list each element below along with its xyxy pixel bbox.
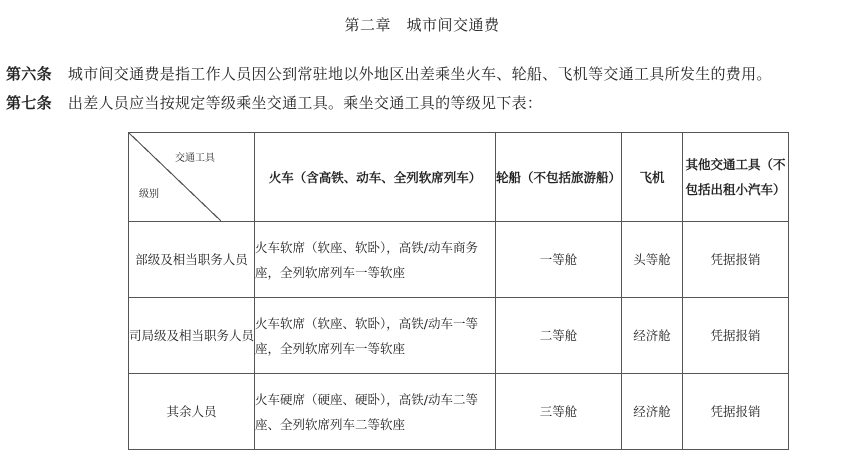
other-cell: 凭据报销 [683, 222, 789, 298]
plane-cell: 经济舱 [622, 298, 683, 374]
table-header-row [129, 133, 789, 222]
article-7-text: 出差人员应当按规定等级乘坐交通工具。乘坐交通工具的等级见下表： [67, 94, 543, 112]
train-cell: 火车软席（软座、软卧），高铁/动车一等座，全列软席列车一等软座 [255, 298, 496, 374]
level-cell: 其余人员 [129, 374, 255, 450]
article-6 [6, 63, 772, 84]
train-cell: 火车软席（软座、软卧），高铁/动车商务座，全列软席列车一等软座 [255, 222, 496, 298]
ship-cell: 二等舱 [496, 298, 622, 374]
level-cell: 司局级及相当职务人员 [129, 298, 255, 374]
level-cell: 部级及相当职务人员 [129, 222, 255, 298]
corner-header-cell [129, 133, 255, 222]
plane-cell: 头等舱 [622, 222, 683, 298]
article-7-number: 第七条 [6, 94, 52, 112]
chapter-title: 第二章 城市间交通费 [344, 16, 500, 34]
transport-class-table [128, 132, 789, 450]
ship-cell: 一等舱 [496, 222, 622, 298]
table-row [129, 374, 789, 450]
other-cell: 凭据报销 [683, 374, 789, 450]
corner-top-label: 交通工具 [175, 153, 215, 164]
plane-cell: 经济舱 [622, 374, 683, 450]
article-6-number: 第六条 [6, 65, 52, 83]
corner-bottom-label: 级别 [139, 189, 159, 200]
article-6-text: 城市间交通费是指工作人员因公到常驻地以外地区出差乘坐火车、轮船、飞机等交通工具所发生的费用。 [67, 65, 772, 83]
corner-diagonal [129, 133, 221, 221]
header-ship: 轮船（不包括旅游船） [496, 133, 622, 222]
other-cell: 凭据报销 [683, 298, 789, 374]
ship-cell: 三等舱 [496, 374, 622, 450]
table-row [129, 298, 789, 374]
header-train: 火车（含高铁、动车、全列软席列车） [255, 133, 496, 222]
article-7 [6, 92, 542, 113]
header-plane: 飞机 [622, 133, 683, 222]
table-row [129, 222, 789, 298]
header-other: 其他交通工具（不包括出租小汽车） [683, 133, 789, 222]
train-cell: 火车硬席（硬座、硬卧），高铁/动车二等座、全列软席列车二等软座 [255, 374, 496, 450]
